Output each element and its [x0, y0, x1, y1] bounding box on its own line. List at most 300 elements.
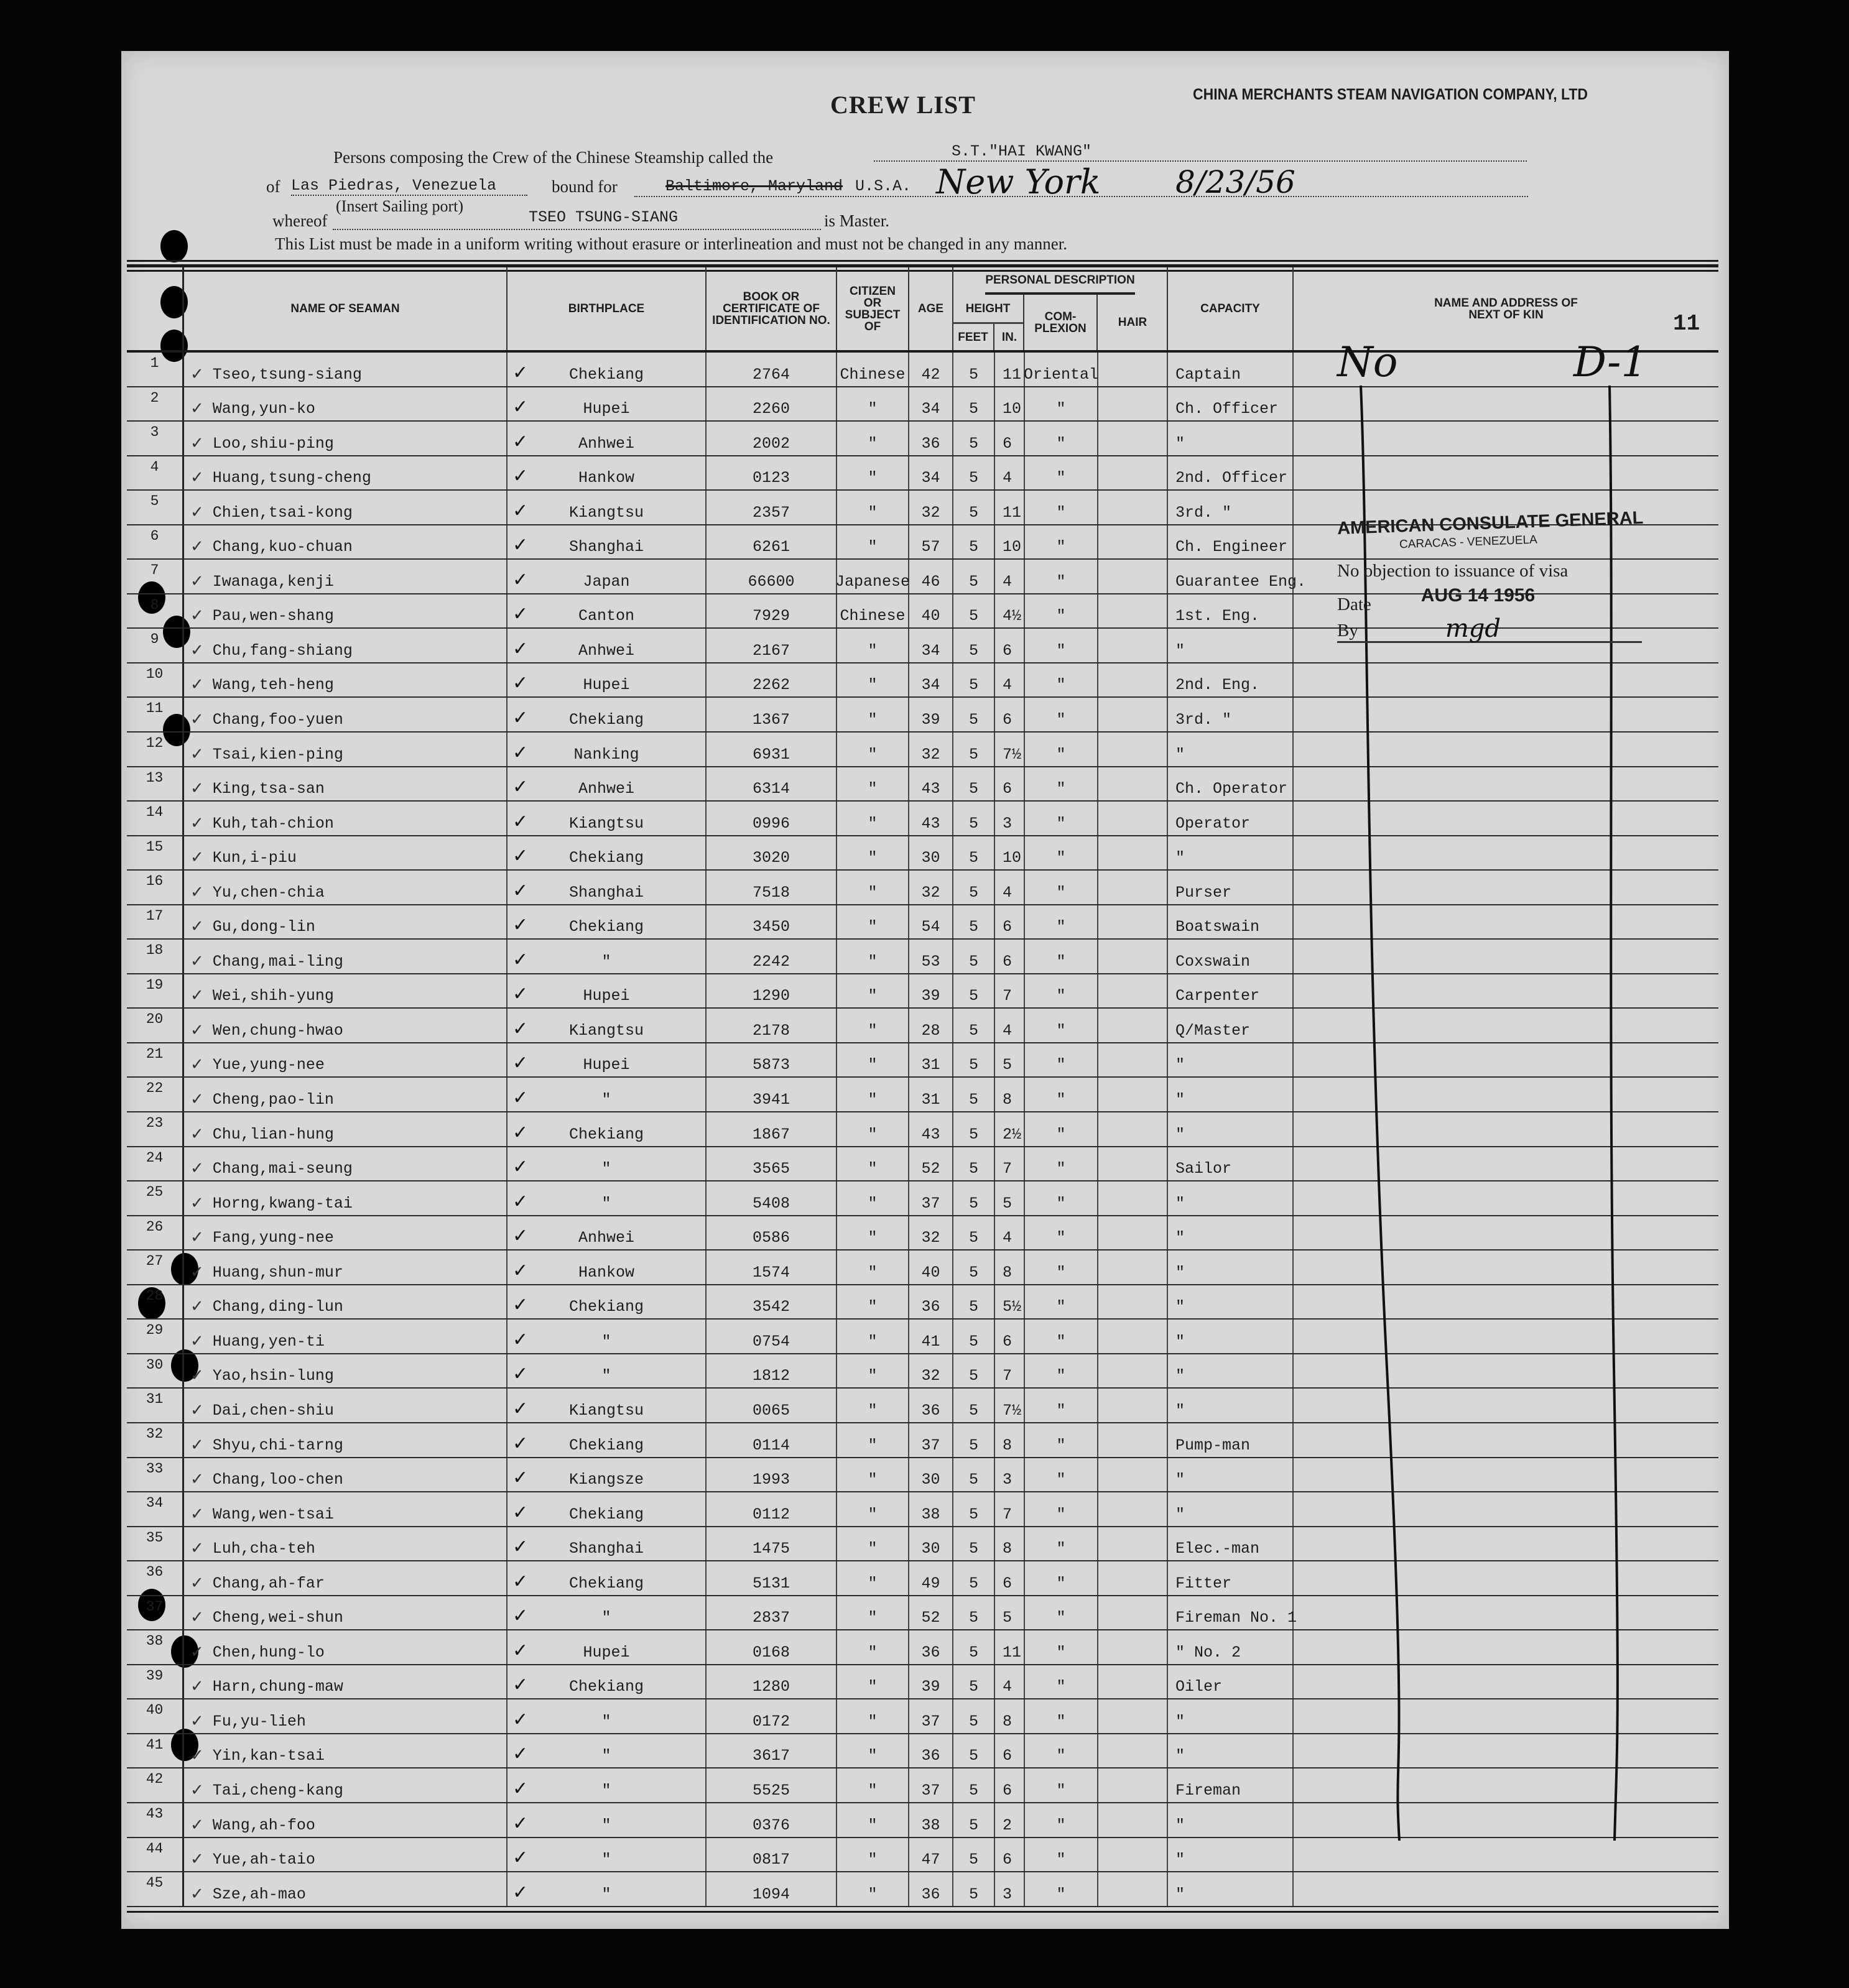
- capacity: Ch. Engineer: [1175, 538, 1288, 557]
- birthplace: Kiangtsu: [568, 1401, 644, 1420]
- complexion: ": [1056, 1021, 1066, 1040]
- age: 34: [921, 641, 940, 660]
- complexion: ": [1056, 1229, 1066, 1247]
- row-number: 35: [146, 1529, 164, 1546]
- birthplace: Chekiang: [568, 1505, 644, 1523]
- citizenship: ": [868, 400, 878, 418]
- check-mark-icon: ✓: [190, 1780, 204, 1800]
- citizenship: ": [868, 676, 878, 695]
- height-feet: 5: [968, 1125, 978, 1144]
- complexion: ": [1056, 1643, 1066, 1662]
- check-mark-icon: ✓: [512, 914, 529, 936]
- height-inches: 5: [1003, 1609, 1013, 1627]
- birthplace: ": [601, 1851, 611, 1869]
- complexion: ": [1056, 1885, 1066, 1903]
- certificate-number: 5873: [752, 1056, 790, 1075]
- handwritten-kin-code: D-1: [1573, 338, 1647, 386]
- capacity: Q/Master: [1175, 1021, 1251, 1040]
- height-inches: 8: [1003, 1091, 1013, 1109]
- certificate-number: 0817: [752, 1851, 790, 1869]
- seaman-name: King,tsa-san: [212, 780, 325, 798]
- complexion: ": [1056, 780, 1066, 798]
- birthplace: Kiangsze: [568, 1471, 644, 1489]
- citizenship: ": [868, 1781, 878, 1800]
- seaman-name: Wang,yun-ko: [212, 400, 315, 418]
- check-mark-icon: ✓: [190, 1193, 204, 1213]
- height-inches: 10: [1003, 538, 1022, 557]
- certificate-number: 1993: [752, 1471, 790, 1489]
- col-hair: HAIR: [1118, 316, 1147, 329]
- check-mark-icon: ✓: [512, 672, 529, 695]
- complexion: ": [1056, 1574, 1066, 1593]
- capacity: Carpenter: [1175, 987, 1260, 1006]
- check-mark-icon: ✓: [512, 568, 529, 591]
- height-inches: 11: [1003, 365, 1022, 384]
- citizenship: ": [868, 1263, 878, 1282]
- birthplace: Japan: [583, 572, 630, 591]
- notice-text: This List must be made in a uniform writing without erasure or interlineation and must not be changed in any manner.: [275, 234, 1067, 253]
- citizenship: ": [868, 1678, 878, 1696]
- height-feet: 5: [968, 987, 978, 1006]
- stamp-text: No objection to issuance of visa: [1337, 561, 1569, 581]
- check-mark-icon: ✓: [512, 1605, 529, 1627]
- citizenship: ": [868, 503, 878, 522]
- capacity: ": [1175, 1712, 1185, 1731]
- complexion: ": [1056, 1194, 1066, 1213]
- certificate-number: 3941: [752, 1091, 790, 1109]
- seaman-name: Chang,kuo-chuan: [212, 538, 353, 557]
- height-inches: 8: [1003, 1712, 1013, 1731]
- age: 36: [921, 434, 940, 453]
- citizenship: ": [868, 1125, 878, 1144]
- height-inches: 6: [1003, 780, 1013, 798]
- check-mark-icon: ✓: [190, 1608, 204, 1627]
- birthplace: ": [601, 1747, 611, 1765]
- height-feet: 5: [968, 1194, 978, 1213]
- row-number: 5: [150, 493, 159, 510]
- height-inches: 5: [1003, 1056, 1013, 1075]
- capacity: Coxswain: [1175, 952, 1251, 971]
- height-inches: 4: [1003, 469, 1013, 488]
- seaman-name: Chang,loo-chen: [212, 1471, 343, 1489]
- col-citizen: CITIZEN OR SUBJECT OF: [837, 267, 909, 350]
- complexion: ": [1056, 1747, 1066, 1765]
- complexion: ": [1056, 849, 1066, 867]
- check-mark-icon: ✓: [190, 986, 204, 1006]
- certificate-number: 0168: [752, 1643, 790, 1662]
- height-inches: 6: [1003, 641, 1013, 660]
- complexion: ": [1056, 641, 1066, 660]
- check-mark-icon: ✓: [512, 1397, 529, 1420]
- check-mark-icon: ✓: [190, 1331, 204, 1351]
- stamp-city: CARACAS - VENEZUELA: [1399, 533, 1538, 552]
- height-inches: 7: [1003, 1505, 1013, 1523]
- of-label: of: [266, 177, 280, 196]
- check-mark-icon: ✓: [190, 1470, 204, 1489]
- sailing-port-hint: (Insert Sailing port): [336, 197, 464, 215]
- height-inches: 6: [1003, 1747, 1013, 1765]
- age: 28: [921, 1021, 940, 1040]
- age: 36: [921, 1885, 940, 1903]
- age: 38: [921, 1505, 940, 1523]
- age: 43: [921, 814, 940, 833]
- row-number: 14: [146, 804, 164, 821]
- birthplace: Shanghai: [568, 883, 644, 902]
- complexion: ": [1056, 1125, 1066, 1144]
- col-inches: IN.: [1001, 330, 1017, 344]
- age: 36: [921, 1401, 940, 1420]
- check-mark-icon: ✓: [190, 882, 204, 902]
- check-mark-icon: ✓: [190, 1159, 204, 1178]
- height-inches: 7½: [1003, 745, 1022, 764]
- complexion: ": [1056, 1263, 1066, 1282]
- certificate-number: 0376: [752, 1816, 790, 1834]
- complexion: ": [1056, 987, 1066, 1006]
- seaman-name: Chang,mai-ling: [212, 952, 343, 971]
- citizenship: ": [868, 1056, 878, 1075]
- citizenship: ": [868, 1851, 878, 1869]
- certificate-number: 0112: [752, 1505, 790, 1523]
- birthplace: ": [601, 1885, 611, 1903]
- birthplace: ": [601, 952, 611, 971]
- height-feet: 5: [968, 952, 978, 971]
- master-name: TSEO TSUNG-SIANG: [529, 208, 679, 226]
- check-mark-icon: ✓: [190, 1539, 204, 1558]
- check-mark-icon: ✓: [512, 1536, 529, 1558]
- seaman-name: Sze,ah-mao: [212, 1885, 306, 1903]
- capacity: 1st. Eng.: [1175, 607, 1260, 626]
- citizenship: ": [868, 1885, 878, 1903]
- complexion: ": [1056, 1298, 1066, 1316]
- company-name: CHINA MERCHANTS STEAM NAVIGATION COMPANY, LTD: [1193, 86, 1588, 103]
- age: 38: [921, 1816, 940, 1834]
- certificate-number: 3617: [752, 1747, 790, 1765]
- citizenship: ": [868, 1747, 878, 1765]
- height-inches: 6: [1003, 918, 1013, 936]
- row-number: 25: [146, 1184, 164, 1201]
- check-mark-icon: ✓: [512, 1743, 529, 1765]
- citizenship: ": [868, 1816, 878, 1834]
- capacity: ": [1175, 1816, 1185, 1834]
- check-mark-icon: ✓: [190, 951, 204, 971]
- certificate-number: 0586: [752, 1229, 790, 1247]
- complexion: ": [1056, 1091, 1066, 1109]
- seaman-name: Huang,tsung-cheng: [212, 469, 371, 488]
- check-mark-icon: ✓: [190, 675, 204, 695]
- check-mark-icon: ✓: [512, 396, 529, 418]
- height-feet: 5: [968, 1540, 978, 1558]
- age: 39: [921, 711, 940, 729]
- complexion: ": [1056, 1160, 1066, 1178]
- complexion: ": [1056, 1609, 1066, 1627]
- check-mark-icon: ✓: [190, 779, 204, 798]
- row-number: 12: [146, 735, 164, 752]
- row-number: 34: [146, 1495, 164, 1512]
- height-feet: 5: [968, 1367, 978, 1385]
- personal-description-label: PERSONAL DESCRIPTION: [985, 267, 1134, 295]
- seaman-name: Tseo,tsung-siang: [212, 365, 362, 384]
- whereof-label: whereof: [272, 211, 328, 230]
- certificate-number: 1290: [752, 987, 790, 1006]
- seaman-name: Kuh,tah-chion: [212, 814, 334, 833]
- height-feet: 5: [968, 676, 978, 695]
- capacity: Purser: [1175, 883, 1232, 902]
- complexion: ": [1056, 1367, 1066, 1385]
- age: 40: [921, 607, 940, 626]
- complexion: ": [1056, 711, 1066, 729]
- check-mark-icon: ✓: [190, 502, 204, 522]
- seaman-name: Cheng,wei-shun: [212, 1609, 343, 1627]
- height-inches: 8: [1003, 1540, 1013, 1558]
- row-number: 30: [146, 1356, 164, 1373]
- capacity: ": [1175, 745, 1185, 764]
- stamp-initials: mgd: [1445, 614, 1501, 643]
- check-mark-icon: ✓: [190, 1020, 204, 1040]
- destination-country: U.S.A.: [855, 177, 912, 195]
- capacity: ": [1175, 1747, 1185, 1765]
- certificate-number: 1475: [752, 1540, 790, 1558]
- row-number: 31: [146, 1391, 164, 1408]
- birthplace: ": [601, 1609, 611, 1627]
- birthplace: Anhwei: [578, 641, 634, 660]
- col-next-of-kin: NAME AND ADDRESS OF NEXT OF KIN: [1434, 296, 1578, 321]
- seaman-name: Chu,lian-hung: [212, 1125, 334, 1144]
- row-number: 29: [146, 1322, 164, 1339]
- birthplace: Hupei: [583, 1643, 630, 1662]
- height-inches: 7: [1003, 1160, 1013, 1178]
- height-feet: 5: [968, 1332, 978, 1351]
- check-mark-icon: ✓: [190, 1297, 204, 1316]
- height-inches: 5: [1003, 1194, 1013, 1213]
- birthplace: ": [601, 1781, 611, 1800]
- check-mark-icon: ✓: [512, 1708, 529, 1731]
- check-mark-icon: ✓: [512, 1225, 529, 1247]
- check-mark-icon: ✓: [512, 603, 529, 626]
- age: 36: [921, 1298, 940, 1316]
- certificate-number: 5131: [752, 1574, 790, 1593]
- height-feet: 5: [968, 883, 978, 902]
- col-name: NAME OF SEAMAN: [184, 267, 507, 350]
- birthplace: Hupei: [583, 400, 630, 418]
- age: 37: [921, 1781, 940, 1800]
- row-number: 3: [150, 424, 159, 441]
- row-number: 45: [146, 1875, 164, 1892]
- height-feet: 5: [968, 1471, 978, 1489]
- check-mark-icon: ✓: [190, 1504, 204, 1523]
- certificate-number: 1867: [752, 1125, 790, 1144]
- check-mark-icon: ✓: [512, 637, 529, 660]
- check-mark-icon: ✓: [512, 1847, 529, 1869]
- seaman-name: Fang,yung-nee: [212, 1229, 334, 1247]
- certificate-number: 1094: [752, 1885, 790, 1903]
- consulate-stamp: [1337, 507, 1661, 643]
- row-number: 15: [146, 838, 164, 855]
- check-mark-icon: ✓: [512, 361, 529, 384]
- row-number: 38: [146, 1633, 164, 1650]
- age: 47: [921, 1851, 940, 1869]
- certificate-number: 1367: [752, 711, 790, 729]
- height-feet: 5: [968, 1574, 978, 1593]
- row-number: 13: [146, 769, 164, 786]
- row-number: 33: [146, 1460, 164, 1477]
- capacity: ": [1175, 1263, 1185, 1282]
- citizenship: ": [868, 1643, 878, 1662]
- birthplace: Chekiang: [568, 711, 644, 729]
- row-number: 37: [146, 1598, 164, 1615]
- age: 53: [921, 952, 940, 971]
- age: 37: [921, 1712, 940, 1731]
- col-birthplace: BIRTHPLACE: [507, 267, 707, 350]
- complexion: ": [1056, 676, 1066, 695]
- row-number: 20: [146, 1011, 164, 1028]
- capacity: ": [1175, 1471, 1185, 1489]
- check-mark-icon: ✓: [512, 1812, 529, 1834]
- birthplace: ": [601, 1194, 611, 1213]
- citizenship: ": [868, 1401, 878, 1420]
- row-number: 44: [146, 1840, 164, 1857]
- birthplace: Chekiang: [568, 849, 644, 867]
- capacity: Fitter: [1175, 1574, 1232, 1593]
- complexion: ": [1056, 1540, 1066, 1558]
- capacity: 3rd. ": [1175, 503, 1232, 522]
- birthplace: Canton: [578, 607, 634, 626]
- certificate-number: 3565: [752, 1160, 790, 1178]
- age: 32: [921, 1229, 940, 1247]
- seaman-name: Yu,chen-chia: [212, 883, 325, 902]
- check-mark-icon: ✓: [512, 499, 529, 522]
- seaman-name: Chang,foo-yuen: [212, 711, 343, 729]
- row-number: 18: [146, 942, 164, 959]
- complexion: Oriental: [1023, 365, 1099, 384]
- check-mark-icon: ✓: [190, 1711, 204, 1731]
- height-inches: 2½: [1003, 1125, 1022, 1144]
- capacity: Oiler: [1175, 1678, 1223, 1696]
- capacity: ": [1175, 1125, 1185, 1144]
- complexion: ": [1056, 538, 1066, 557]
- height-feet: 5: [968, 469, 978, 488]
- height-inches: 8: [1003, 1263, 1013, 1282]
- col-height: HEIGHT: [953, 295, 1023, 324]
- height-feet: 5: [968, 1609, 978, 1627]
- age: 40: [921, 1263, 940, 1282]
- complexion: ": [1056, 918, 1066, 936]
- height-inches: 6: [1003, 1781, 1013, 1800]
- citizenship: ": [868, 1471, 878, 1489]
- birthplace: ": [601, 1816, 611, 1834]
- row-number: 43: [146, 1805, 164, 1822]
- birthplace: Nanking: [573, 745, 639, 764]
- check-mark-icon: ✓: [190, 606, 204, 626]
- seaman-name: Gu,dong-lin: [212, 918, 315, 936]
- height-inches: 7: [1003, 987, 1013, 1006]
- height-feet: 5: [968, 1851, 978, 1869]
- height-feet: 5: [968, 1436, 978, 1454]
- birthplace: Hupei: [583, 676, 630, 695]
- col-complexion: COM-PLEXION: [1024, 295, 1098, 350]
- stamp-by-label: By: [1337, 621, 1358, 640]
- citizenship: ": [868, 745, 878, 764]
- capacity: Fireman: [1175, 1781, 1241, 1800]
- height-inches: 3: [1003, 814, 1013, 833]
- age: 36: [921, 1747, 940, 1765]
- check-mark-icon: ✓: [190, 1400, 204, 1420]
- complexion: ": [1056, 1505, 1066, 1523]
- seaman-name: Loo,shiu-ping: [212, 434, 334, 453]
- row-number: 22: [146, 1080, 164, 1097]
- birthplace: Hupei: [583, 987, 630, 1006]
- check-mark-icon: ✓: [512, 741, 529, 764]
- seaman-name: Chen,hung-lo: [212, 1643, 325, 1662]
- birthplace: Chekiang: [568, 1125, 644, 1144]
- height-feet: 5: [968, 1021, 978, 1040]
- citizenship: ": [868, 711, 878, 729]
- complexion: ": [1056, 1781, 1066, 1800]
- capacity: 2nd. Eng.: [1175, 676, 1260, 695]
- certificate-number: 5408: [752, 1194, 790, 1213]
- col-age: AGE: [909, 267, 953, 350]
- seaman-name: Wang,wen-tsai: [212, 1505, 334, 1523]
- complexion: ": [1056, 1471, 1066, 1489]
- check-mark-icon: ✓: [190, 468, 204, 488]
- seaman-name: Dai,chen-shiu: [212, 1401, 334, 1420]
- age: 32: [921, 745, 940, 764]
- col-book: BOOK OR CERTIFICATE OF IDENTIFICATION NO.: [707, 267, 837, 350]
- height-feet: 5: [968, 711, 978, 729]
- check-mark-icon: ✓: [190, 1884, 204, 1903]
- seaman-name: Wang,ah-foo: [212, 1816, 315, 1834]
- row-number: 9: [150, 631, 159, 648]
- birthplace: ": [601, 1160, 611, 1178]
- certificate-number: 0172: [752, 1712, 790, 1731]
- seaman-name: Tai,cheng-kang: [212, 1781, 343, 1800]
- check-mark-icon: ✓: [512, 983, 529, 1006]
- capacity: ": [1175, 434, 1185, 453]
- complexion: ": [1056, 434, 1066, 453]
- check-mark-icon: ✓: [512, 1052, 529, 1075]
- age: 39: [921, 1678, 940, 1696]
- birthplace: Kiangtsu: [568, 814, 644, 833]
- capacity: ": [1175, 1885, 1185, 1903]
- check-mark-icon: ✓: [190, 571, 204, 591]
- document-title: CREW LIST: [830, 91, 976, 119]
- seaman-name: Kun,i-piu: [212, 849, 297, 867]
- citizenship: Chinese: [840, 607, 906, 626]
- citizenship: ": [868, 1540, 878, 1558]
- certificate-number: 2242: [752, 952, 790, 971]
- complexion: ": [1056, 814, 1066, 833]
- seaman-name: Chien,tsai-kong: [212, 503, 353, 522]
- citizenship: ": [868, 952, 878, 971]
- birthplace: Chekiang: [568, 1436, 644, 1454]
- certificate-number: 1574: [752, 1263, 790, 1282]
- age: 52: [921, 1609, 940, 1627]
- citizenship: ": [868, 987, 878, 1006]
- height-inches: 4: [1003, 1021, 1013, 1040]
- col-feet: FEET: [953, 324, 994, 350]
- check-mark-icon: ✓: [512, 1190, 529, 1213]
- height-feet: 5: [968, 1505, 978, 1523]
- check-mark-icon: ✓: [190, 640, 204, 660]
- check-mark-icon: ✓: [512, 1017, 529, 1040]
- check-mark-icon: ✓: [512, 707, 529, 729]
- birthplace: Hupei: [583, 1056, 630, 1075]
- citizenship: ": [868, 1367, 878, 1385]
- check-mark-icon: ✓: [190, 1090, 204, 1109]
- citizenship: ": [868, 1712, 878, 1731]
- row-number: 19: [146, 976, 164, 993]
- check-mark-icon: ✓: [512, 534, 529, 557]
- height-feet: 5: [968, 434, 978, 453]
